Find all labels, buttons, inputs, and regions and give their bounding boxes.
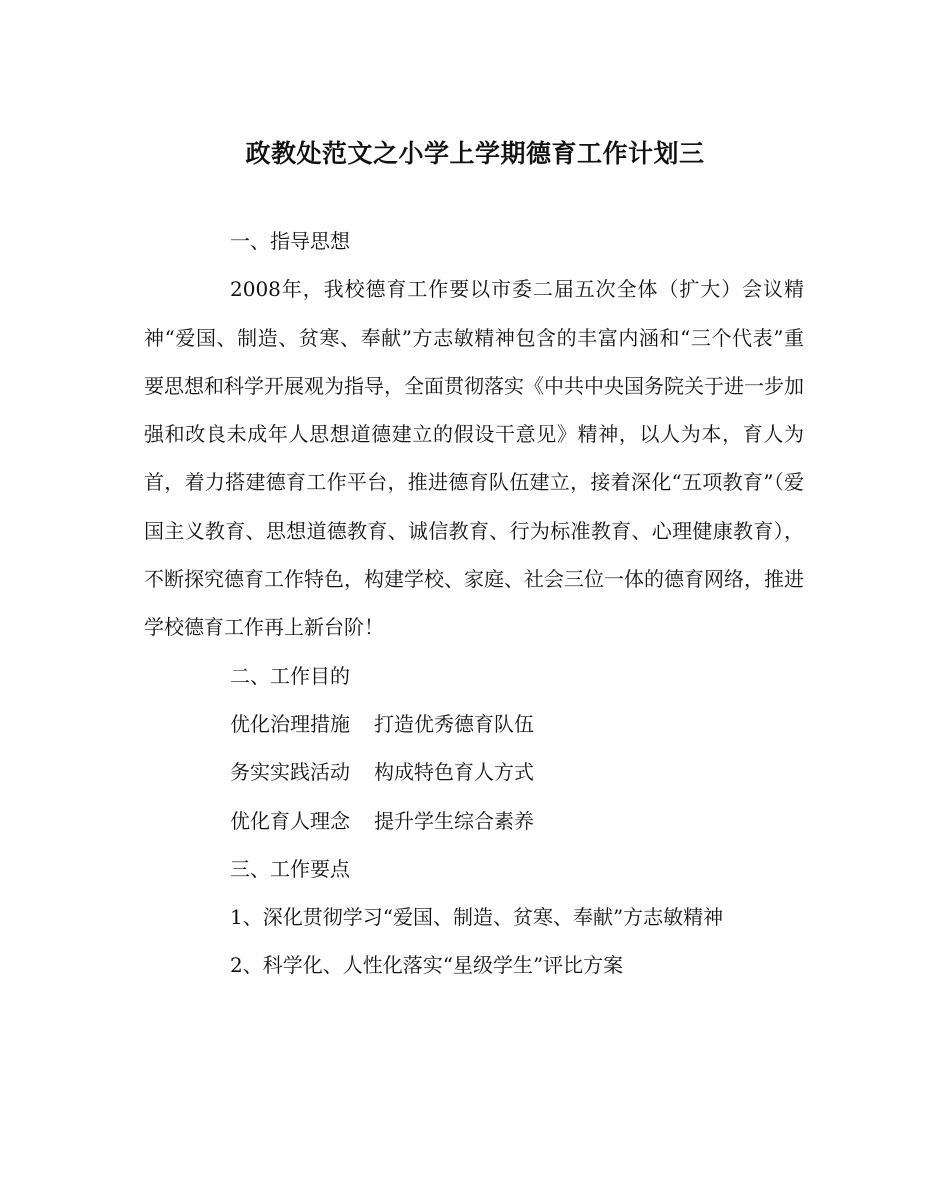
goal-right-text: 提升学生综合素养	[374, 808, 534, 833]
goal-line	[144, 748, 804, 796]
work-point-item: 1、深化贯彻学习“爱国、制造、贫寒、奉献”方志敏精神	[230, 905, 724, 930]
document-title: 政教处范文之小学上学期德育工作计划三	[245, 139, 705, 168]
guiding-ideology-paragraph: 2008年，我校德育工作要以市委二届五次全体（扩大）会议精神“爱国、制造、贫寒、奉献”方志敏精神包含的丰富内涵和“三个代表”重要思想和科学开展观为指导，全面贯彻落实《中共中央国务院关于进一步加强和改良未成年人思想道德建立的假设干意见》精神，以人为本，育人为首，着力搭建德育工作平台，推进德育队伍建立，接着深化“五项教育”（爱国主义教育、思想道德教育、诚信教育、行为标准教育、心理健康教育），不断探究德育工作特色，构建学校、家庭、社会三位一体的德育网络，推进学校德育工作再上新台阶！	[144, 277, 804, 640]
section-heading-work-points: 三、工作要点	[230, 856, 350, 881]
goal-left-text: 务实实践活动	[230, 760, 350, 785]
section-heading-guiding-ideology: 一、指导思想	[230, 229, 350, 253]
goal-right-text: 构成特色育人方式	[374, 760, 534, 785]
document-body	[144, 217, 804, 990]
goal-left-text: 优化治理措施	[230, 711, 350, 736]
goal-left-text: 优化育人理念	[230, 808, 350, 833]
work-point-item: 2、科学化、人性化落实“星级学生”评比方案	[230, 953, 624, 978]
section-heading-work-goals: 二、工作目的	[230, 663, 350, 688]
goal-line	[144, 700, 804, 748]
goal-line	[144, 797, 804, 845]
goal-right-text: 打造优秀德育队伍	[374, 711, 534, 736]
